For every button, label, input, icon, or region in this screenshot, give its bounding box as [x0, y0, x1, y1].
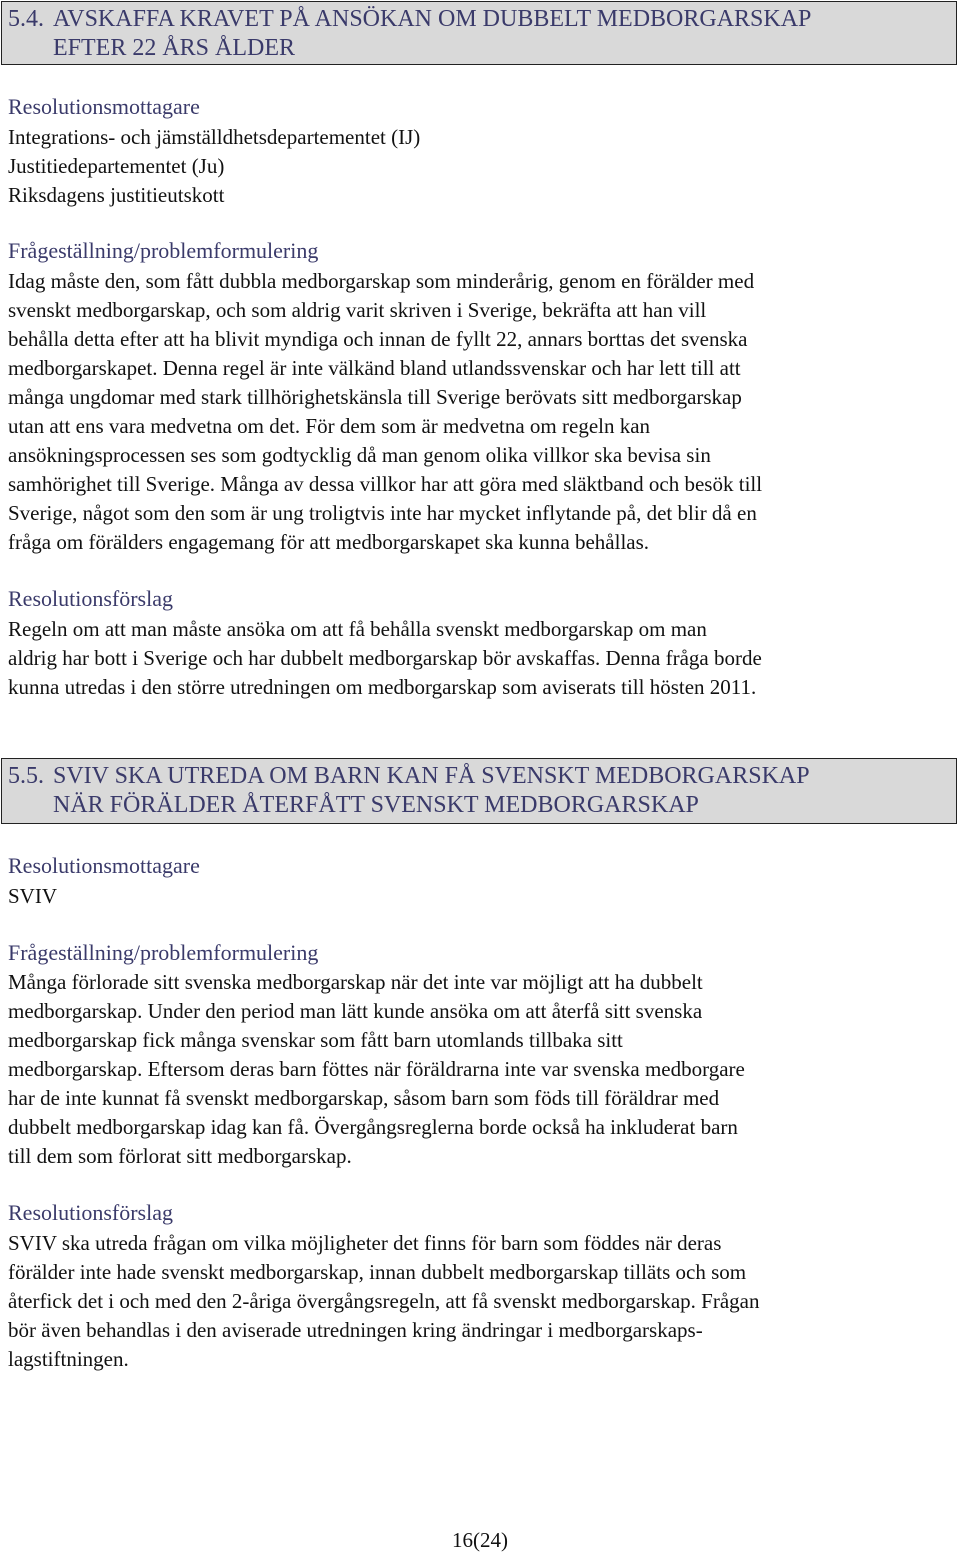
proposal-paragraph: [8, 615, 953, 702]
recipient-item: Integrations- och jämställdhetsdepartementet (IJ): [8, 125, 421, 149]
text-line: medborgarskap. Under den period man lätt kunde ansöka om att återfå sitt svenska: [8, 999, 703, 1023]
text-line: medborgarskap. Eftersom deras barn föttes när föräldrarna inte var svenska medborgare: [8, 1057, 745, 1081]
problem-paragraph: [8, 267, 953, 557]
proposal-label: Resolutionsförslag: [8, 1200, 173, 1225]
text-line: bör även behandlas i den aviserade utredningen kring ändringar i medborgarskaps-: [8, 1318, 703, 1342]
section-title-line-2: EFTER 22 ÅRS ÅLDER: [53, 35, 296, 61]
problem-label: Frågeställning/problemformulering: [8, 238, 319, 263]
section-title-line-1: AVSKAFFA KRAVET PÅ ANSÖKAN OM DUBBELT MEDBORGARSKAP: [53, 6, 812, 32]
section-heading-5-4: [1, 1, 957, 65]
text-line: Idag måste den, som fått dubbla medborgarskap som minderårig, genom en förälder med: [8, 269, 755, 293]
recipient-item: Riksdagens justitieutskott: [8, 183, 225, 207]
text-line: Sverige, något som den som är ung troligtvis inte har mycket inflytande på, det blir då en: [8, 501, 757, 525]
text-line: aldrig har bott i Sverige och har dubbelt medborgarskap bör avskaffas. Denna fråga borde: [8, 646, 762, 670]
section-title-line-2: NÄR FÖRÄLDER ÅTERFÅTT SVENSKT MEDBORGARSKAP: [53, 792, 699, 818]
text-line: har de inte kunnat få svenskt medborgarskap, såsom barn som föds till föräldrar med: [8, 1086, 720, 1110]
text-line: förälder inte hade svenskt medborgarskap, innan dubbelt medborgarskap tilläts och som: [8, 1260, 747, 1284]
text-line: Regeln om att man måste ansöka om att få behålla svenskt medborgarskap om man: [8, 617, 707, 641]
text-line: många ungdomar med stark tillhörighetskänsla till Sverige berövats sitt medborgarskap: [8, 385, 742, 409]
text-line: svenskt medborgarskap, och som aldrig varit skriven i Sverige, bekräfta att han vill: [8, 298, 707, 322]
proposal-label: Resolutionsförslag: [8, 586, 173, 611]
text-line: återfick det i och med den 2-åriga övergångsregeln, att få svenskt medborgarskap. Frågan: [8, 1289, 760, 1313]
section-number: 5.4.: [8, 6, 44, 32]
text-line: medborgarskap fick många svenskar som fått barn utomlands tillbaka sitt: [8, 1028, 623, 1052]
text-line: behålla detta efter att ha blivit myndiga och innan de fyllt 22, annars borttas det svenska: [8, 327, 748, 351]
text-line: SVIV ska utreda frågan om vilka möjligheter det finns för barn som föddes när deras: [8, 1231, 722, 1255]
section-heading-5-5: [1, 758, 957, 824]
text-line: till dem som förlorat sitt medborgarskap.: [8, 1144, 352, 1168]
text-line: ansökningsprocessen ses som godtycklig då man genom olika villkor ska bevisa sin: [8, 443, 711, 467]
text-line: utan att ens vara medvetna om det. För dem som är medvetna om regeln kan: [8, 414, 651, 438]
recipient-item: Justitiedepartementet (Ju): [8, 154, 225, 178]
recipient-item: SVIV: [8, 884, 58, 908]
text-line: lagstiftningen.: [8, 1347, 129, 1371]
page-number: 16(24): [452, 1528, 508, 1552]
text-line: Många förlorade sitt svenska medborgarskap när det inte var möjligt att ha dubbelt: [8, 970, 703, 994]
text-line: samhörighet till Sverige. Många av dessa villkor har att göra med släktband och besök till: [8, 472, 763, 496]
section-title-line-1: SVIV SKA UTREDA OM BARN KAN FÅ SVENSKT MEDBORGARSKAP: [53, 763, 810, 789]
text-line: fråga om förälders engagemang för att medborgarskapet ska kunna behållas.: [8, 530, 650, 554]
section-number: 5.5.: [8, 763, 44, 789]
text-line: dubbelt medborgarskap idag kan få. Övergångsreglerna borde också ha inkluderat barn: [8, 1115, 738, 1139]
recipients-label: Resolutionsmottagare: [8, 853, 200, 878]
recipients-label: Resolutionsmottagare: [8, 94, 200, 119]
problem-paragraph: [8, 968, 953, 1171]
proposal-paragraph: [8, 1229, 953, 1374]
problem-label: Frågeställning/problemformulering: [8, 940, 319, 965]
text-line: kunna utredas i den större utredningen om medborgarskap som aviserats till hösten 2011.: [8, 675, 757, 699]
text-line: medborgarskapet. Denna regel är inte välkänd bland utlandssvenskar och har lett till att: [8, 356, 741, 380]
